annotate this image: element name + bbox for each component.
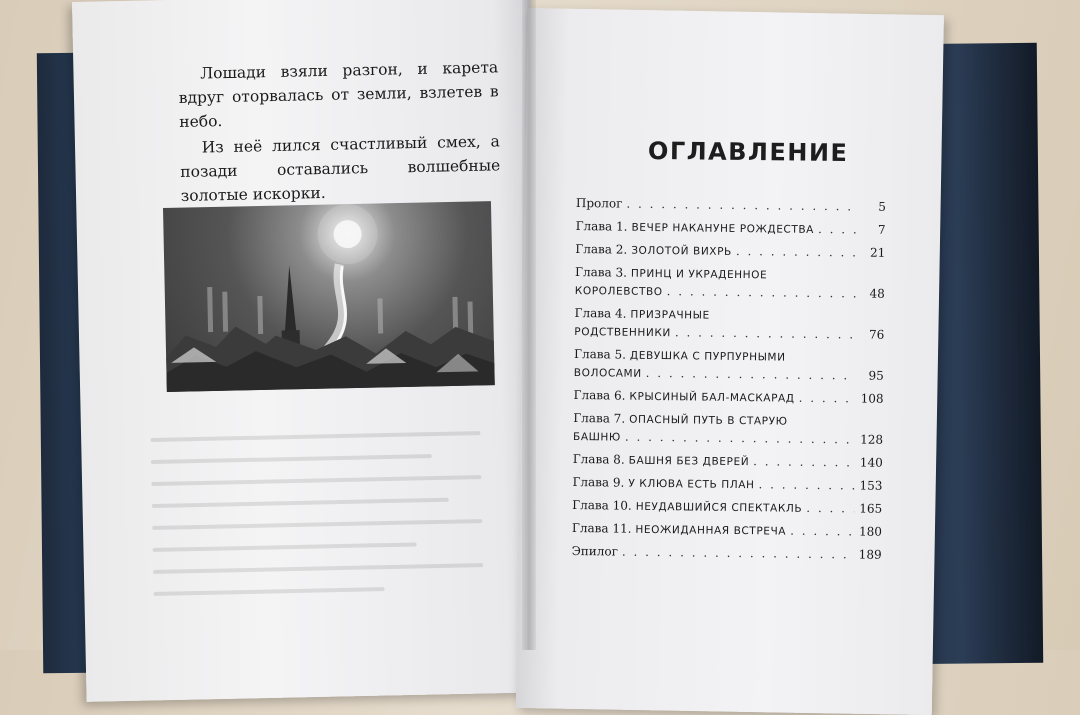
toc-heading: ОГЛАВЛЕНИЕ <box>647 136 849 168</box>
toc-title-continued: РОДСТВЕННИКИ <box>574 325 671 340</box>
toc-page-number: 7 <box>877 222 886 237</box>
toc-page-number: 95 <box>868 368 884 383</box>
toc-title: ПРИНЦ И УКРАДЕННОЕ <box>630 267 768 282</box>
toc-entry-chapter-8 <box>573 452 883 470</box>
paragraph-2: Из неё лился счастливый смех, а позади оставались волшебные золотые искорки. <box>180 132 501 206</box>
toc-leader <box>790 524 854 539</box>
toc-entry-chapter-3 <box>575 265 885 301</box>
bleed-through-text <box>150 413 485 640</box>
toc-leader <box>625 430 855 447</box>
toc-title: ЗОЛОТОЙ ВИХРЬ <box>631 244 732 258</box>
toc-prefix: Глава 1. <box>575 218 628 234</box>
toc-leader <box>622 545 854 562</box>
toc-page-number: 165 <box>859 501 883 516</box>
toc-leader <box>736 244 858 259</box>
toc-page-number: 153 <box>859 478 883 493</box>
toc-page-number: 5 <box>878 199 886 214</box>
toc-title: ОПАСНЫЙ ПУТЬ В СТАРУЮ <box>629 413 788 428</box>
toc-title: НЕОЖИДАННАЯ ВСТРЕЧА <box>635 523 787 538</box>
toc-entry-chapter-2 <box>575 242 885 260</box>
toc-prefix: Глава 10. <box>572 497 632 513</box>
toc-title: ДЕВУШКА С ПУРПУРНЫМИ <box>629 349 786 364</box>
toc-title: БАШНЯ БЕЗ ДВЕРЕЙ <box>628 454 750 469</box>
city-illustration <box>163 201 495 392</box>
toc-leader <box>626 197 858 214</box>
toc-leader <box>799 391 856 406</box>
toc-title-continued: ВОЛОСАМИ <box>573 366 642 380</box>
toc-leader <box>806 501 854 516</box>
toc-prefix: Глава 3. <box>574 264 628 280</box>
toc-prefix: Глава 6. <box>573 387 626 403</box>
toc-leader <box>758 477 854 492</box>
toc-entry-chapter-11 <box>572 521 882 539</box>
toc-prefix: Глава 2. <box>575 241 628 257</box>
toc-entry-prologue <box>576 196 886 214</box>
toc-page-number: 128 <box>860 432 884 447</box>
toc-entry-chapter-4 <box>574 306 884 342</box>
left-page-text <box>178 55 501 210</box>
toc-page-number: 189 <box>858 547 882 562</box>
toc-title-continued: КОРОЛЕВСТВО <box>574 284 663 299</box>
toc-leader <box>675 325 857 341</box>
toc-title: ПРИЗРАЧНЫЕ <box>630 308 710 322</box>
toc-page-number: 180 <box>858 524 883 539</box>
toc-entry-chapter-5 <box>574 347 884 383</box>
toc-title: КРЫСИНЫЙ БАЛ-МАСКАРАД <box>629 390 795 405</box>
toc-title: ВЕЧЕР НАКАНУНЕ РОЖДЕСТВА <box>631 221 815 236</box>
toc-leader <box>818 222 858 236</box>
toc-entry-chapter-1 <box>576 219 886 237</box>
toc-page-number: 48 <box>869 286 885 301</box>
toc-leader <box>646 366 856 383</box>
toc-prefix: Пролог <box>575 196 623 211</box>
toc-entry-chapter-7 <box>573 411 883 447</box>
toc-entry-chapter-6 <box>573 388 883 406</box>
toc-prefix: Глава 11. <box>571 520 632 536</box>
toc-title-continued: БАШНЮ <box>572 430 621 444</box>
toc-prefix: Глава 8. <box>572 451 625 467</box>
toc-page-number: 108 <box>860 391 884 406</box>
toc-leader <box>667 284 857 300</box>
toc-prefix: Глава 4. <box>574 305 627 321</box>
toc-entry-epilogue <box>572 544 882 562</box>
toc-entry-chapter-9 <box>572 475 882 493</box>
toc-prefix: Глава 9. <box>572 474 625 490</box>
toc-entry-chapter-10 <box>572 498 882 516</box>
toc-leader <box>753 454 855 469</box>
toc-prefix: Глава 5. <box>573 346 627 362</box>
toc-prefix: Эпилог <box>571 543 619 559</box>
toc-page-number: 76 <box>868 327 885 342</box>
paragraph-1: Лошади взяли разгон, и карета вдруг оторвалась от земли, взлетев в небо. <box>178 58 499 132</box>
toc-page-number: 140 <box>859 455 883 470</box>
book-gutter <box>522 0 536 650</box>
toc-title: НЕУДАВШИЙСЯ СПЕКТАКЛЬ <box>635 500 803 515</box>
table-of-contents <box>571 196 886 571</box>
toc-prefix: Глава 7. <box>573 410 626 426</box>
toc-page-number: 21 <box>869 245 886 260</box>
toc-title: У КЛЮВА ЕСТЬ ПЛАН <box>628 477 755 492</box>
